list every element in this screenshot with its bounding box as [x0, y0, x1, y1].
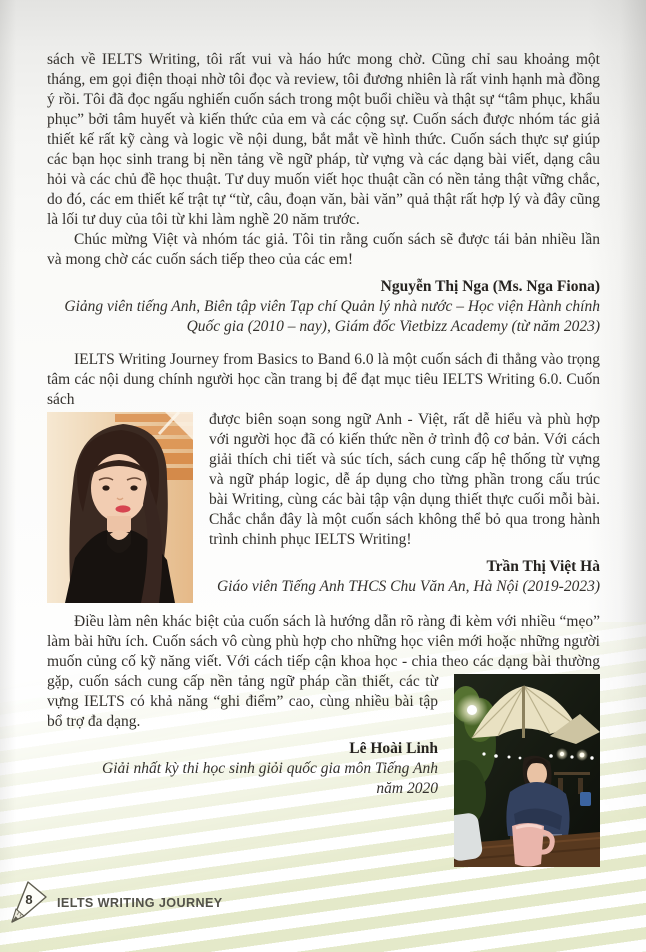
- review-block-2: [47, 350, 600, 597]
- review3-wrap: [47, 672, 600, 799]
- pencil-page-number-icon: [7, 879, 49, 925]
- review3-intro-text: Điều làm nên khác biệt của cuốn sách là hướng dẫn rõ ràng đi kèm với nhiều “mẹo” làm bài hữu ích. Cuốn sách vô cùng phù hợp cho những học viên mới hoặc những người muốn củng cố kỹ năng viết. Với cách tiếp cận khoa học - chia theo các dạng bài thường: [47, 613, 600, 670]
- reviewer1-title: Giảng viên tiếng Anh, Biên tập viên Tạp chí Quản lý nhà nước – Học viện Hành chính Quốc gia (2010 – nay), Giám đốc Vietbizz Academy (từ năm 2023): [64, 298, 600, 335]
- book-title: IELTS WRITING JOURNEY: [57, 894, 223, 910]
- reviewer2-title: Giáo viên Tiếng Anh THCS Chu Văn An, Hà Nội (2019-2023): [216, 578, 600, 595]
- reviewer3-name: Lê Hoài Linh: [349, 740, 438, 757]
- review2-body-text: được biên soạn song ngữ Anh - Việt, rất dễ hiểu và phù hợp với người học đã có kiến thức nền ở trình độ cơ bản. Với cách giải thích chi tiết và súc tích, sách cung cấp hệ thống từ vựng và ngữ pháp logic, dễ áp dụng cho từng phần trong cấu trúc bài Writing, cùng các bài tập vận dụng thiết thực cuối mỗi bài. Chắc chắn đây là một cuốn sách không thể bỏ qua trong hành trình chinh phục IELTS Writing!: [209, 411, 600, 548]
- reviewer-photo-le-hoai-linh: [454, 674, 600, 867]
- reviewer1-name: Nguyễn Thị Nga (Ms. Nga Fiona): [380, 278, 600, 295]
- page-number: 8: [25, 892, 33, 907]
- review2-wrap: [47, 410, 600, 597]
- continuation-paragraph: sách về IELTS Writing, tôi rất vui và háo hức mong chờ. Cũng chỉ sau khoảng một tháng, em gọi điện thoại nhờ tôi đọc và review, tôi đương nhiên là rất vinh hạnh mà đồng ý rồi. Tôi đã đọc ngấu nghiến cuốn sách trong một buổi chiều và thật sự “tâm phục, khẩu phục” bởi tâm huyết và kiến thức của em và các cộng sự. Cuốn sách được nhóm tác giả thiết kế rất kỹ càng và logic về nội dung, bắt mắt về hình thức. Cuốn sách thực sự giúp các bạn học sinh trang bị nền tảng về ngữ pháp, từ vựng và các dạng bài viết, dạng câu hỏi và các chủ đề học thuật. Tư duy muốn viết học thuật cần có nền tảng thật vững chắc, do đó, các em thiết kế trật tự “từ, câu, đoạn văn, bài văn” quả thật rất hợp lý và đây cũng là lối tư duy của tôi từ khi làm nghề 20 năm trước.: [47, 51, 600, 228]
- page-footer: [7, 879, 228, 925]
- review2-intro-text: IELTS Writing Journey from Basics to Band 6.0 là một cuốn sách đi thẳng vào trọng tâm các nội dung chính người học cần trang bị để đạt mục tiêu IELTS Writing 6.0. Cuốn sách: [47, 351, 600, 408]
- review3-body-text: gặp, cuốn sách cung cấp nền tảng ngữ pháp cần thiết, các từ vựng IELTS có khả năng “ghi điểm” cao, cùng nhiều bài tập bổ trợ đa dạng.: [47, 673, 438, 730]
- review-block-3: [47, 612, 600, 799]
- closing-paragraph: Chúc mừng Việt và nhóm tác giả. Tôi tin rằng cuốn sách sẽ được tái bản nhiều lần và mong chờ các cuốn sách tiếp theo của các em!: [47, 231, 600, 268]
- reviewer3-title: Giải nhất kỳ thi học sinh giỏi quốc gia môn Tiếng Anh: [102, 760, 438, 777]
- reviewer-photo-tran-thi-viet-ha: [47, 412, 193, 603]
- reviewer3-year: năm 2020: [376, 780, 438, 797]
- reviewer2-name: Trần Thị Việt Hà: [486, 558, 600, 575]
